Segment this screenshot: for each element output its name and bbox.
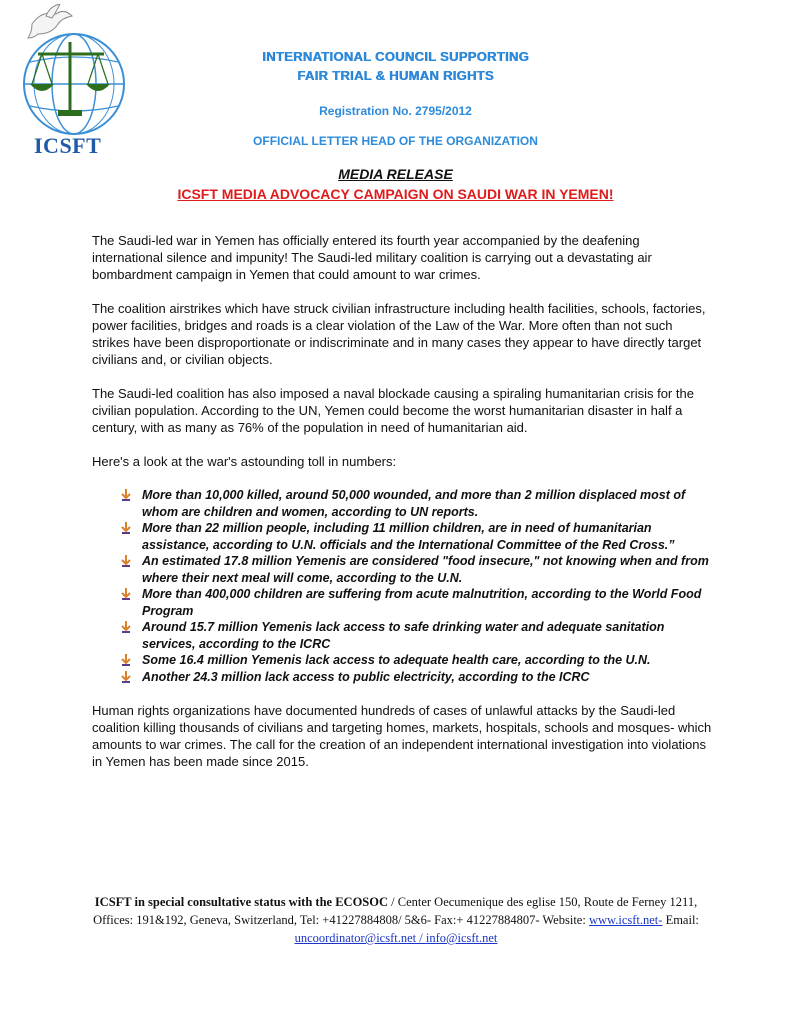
- email-link-coordinator[interactable]: uncoordinator@icsft.net /: [294, 931, 426, 945]
- arrow-down-bullet-icon: [120, 671, 132, 683]
- bullet-item: [142, 652, 712, 669]
- org-name-line1: INTERNATIONAL COUNCIL SUPPORTING: [262, 49, 529, 64]
- arrow-down-bullet-icon: [120, 555, 132, 567]
- arrow-down-bullet-icon: [120, 522, 132, 534]
- email-label: Email:: [662, 913, 699, 927]
- arrow-down-bullet-icon: [120, 654, 132, 666]
- footer-status: ICSFT in special consultative status with the ECOSOC: [94, 895, 389, 909]
- bullet-item: [142, 586, 712, 619]
- bullet-item: [142, 669, 712, 686]
- bullet-text: More than 10,000 killed, around 50,000 wounded, and more than 2 million displaced most of whom are children and women, according to UN reports.: [142, 488, 686, 519]
- campaign-title: ICSFT MEDIA ADVOCACY CAMPAIGN ON SAUDI WAR IN YEMEN!: [177, 186, 614, 202]
- logo-text: ICSFT: [34, 133, 102, 158]
- bullet-text: Another 24.3 million lack access to public electricity, according to the ICRC: [142, 669, 590, 684]
- arrow-down-bullet-icon: [120, 489, 132, 501]
- paragraph: Here's a look at the war's astounding toll in numbers:: [92, 454, 397, 469]
- bullet-text: More than 400,000 children are suffering from acute malnutrition, according to the World Food Program: [142, 587, 702, 618]
- organization-name: [0, 47, 791, 85]
- toll-bullet-list: [92, 487, 712, 685]
- org-name-line2: FAIR TRIAL & HUMAN RIGHTS: [297, 68, 494, 83]
- arrow-down-bullet-icon: [120, 621, 132, 633]
- arrow-down-bullet-icon: [120, 588, 132, 600]
- bullet-item: [142, 619, 712, 652]
- closing-paragraph: Human rights organizations have documented hundreds of cases of unlawful attacks by the Saudi-led coalition killing thousands of civilians and targeting homes, markets, hospitals, schools and mosques- which amounts to war crimes. The call for the creation of an independent international investigation into violations in Yemen has been made since 2015.: [92, 703, 712, 769]
- bullet-text: An estimated 17.8 million Yemenis are considered "food insecure," not knowing when and from where their next meal will come, according to the U.N.: [142, 554, 709, 585]
- email-link-info[interactable]: info@icsft.net: [425, 931, 498, 945]
- paragraph: The coalition airstrikes which have struck civilian infrastructure including health facilities, schools, factories, power facilities, bridges and roads is a clear violation of the Law of the War. More often than not such strikes have been disproportionate or indiscriminate and in many cases they appear to have directly target civilians and, or civilian objects.: [92, 301, 706, 367]
- footer-address: / Center Oecumenique des eglise 150, Route de Ferney 1211, Offices: 191&192, Geneva, Switzerland, Tel: +41227884808/ 5&6- Fax:+ 41227884807- Website:: [93, 895, 698, 927]
- website-link[interactable]: www.icsft.net-: [588, 913, 663, 927]
- bullet-item: [142, 553, 712, 586]
- bullet-text: Some 16.4 million Yemenis lack access to adequate health care, according to the U.N.: [142, 653, 651, 667]
- document-body: [92, 232, 712, 787]
- letterhead-title: OFFICIAL LETTER HEAD OF THE ORGANIZATION: [253, 134, 538, 148]
- bullet-text: Around 15.7 million Yemenis lack access to safe drinking water and adequate sanitation services, according to the ICRC: [142, 620, 665, 651]
- bullet-item: [142, 520, 712, 553]
- footer-contact: [90, 893, 702, 947]
- media-release-label: MEDIA RELEASE: [338, 166, 453, 182]
- registration-number: Registration No. 2795/2012: [319, 104, 472, 118]
- bullet-text: More than 22 million people, including 11 million children, are in need of humanitarian assistance, according to U.N. officials and the International Committee of the Red Cross.”: [142, 521, 675, 552]
- paragraph: The Saudi-led war in Yemen has officially entered its fourth year accompanied by the deafening international silence and impunity! The Saudi-led military coalition is carrying out a devastating air bombardment campaign in Yemen that could amount to war crimes.: [92, 233, 652, 282]
- bullet-item: [142, 487, 712, 520]
- paragraph: The Saudi-led coalition has also imposed a naval blockade causing a spiraling humanitarian crisis for the civilian population. According to the UN, Yemen could become the worst humanitarian disaster in half a century, with as many as 76% of the population in need of humanitarian aid.: [92, 386, 694, 435]
